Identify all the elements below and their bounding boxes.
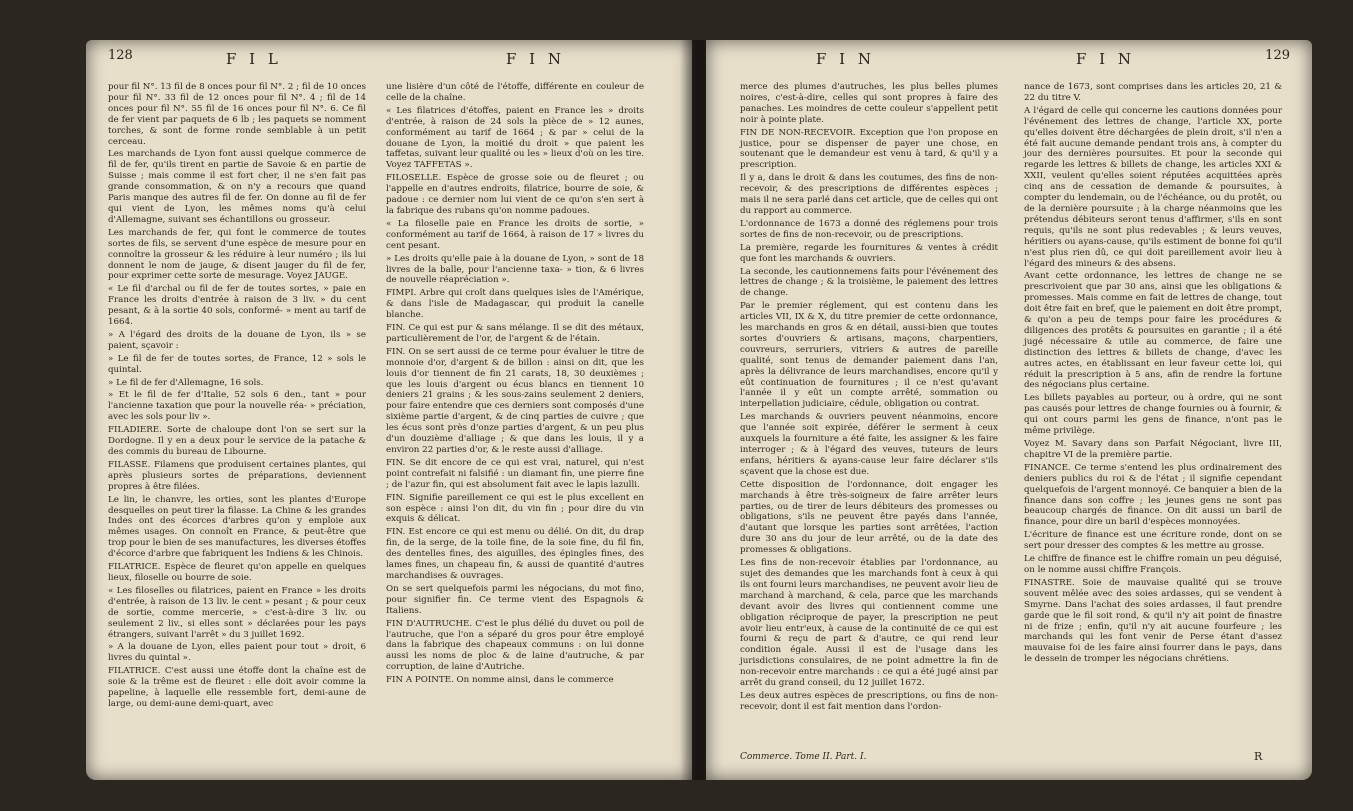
paragraph: une lisière d'un côté de l'étoffe, différente en couleur de celle de la chaîne. — [386, 82, 644, 103]
right-page — [706, 40, 1312, 780]
paragraph: » A la douane de Lyon, elles paient pour tout » droit, 6 livres du quintal ». — [108, 642, 366, 664]
paragraph: » Le fil de fer d'Allemagne, 16 sols. — [108, 377, 264, 388]
paragraph: Les billets payables au porteur, ou à ordre, qui ne sont pas causés pour lettres de change fournies ou à fournir, & qui ont cours parmi les gens de finance, n'ont pas le même privilège. — [1024, 393, 1282, 437]
paragraph: Cette disposition de l'ordonnance, doit engager les marchands à être très-soigneux de faire arrêter leurs parties, ou de tirer de leurs débiteurs des promesses ou obligations, s'ils ne peuvent être payés dans l'année, d'autant que lorsque les parties sont arrêtées, l'action dure 30 ans du jour de leur arrêté, ou de la date des promesses & obligations. — [740, 479, 998, 556]
paragraph: Le lin, le chanvre, les orties, sont les plantes d'Europe desquelles on peut tirer la filasse. La Chine & les grandes Indes ont des écorces d'arbres qu'on y emploie aux mêmes usages. On connoît en France, & peut-être que trop pour le bien de ses manufactures, les diverses étoffes d'écorce d'arbre que fabriquent les Indiens & les Chinois. — [108, 494, 366, 560]
paragraph: L'écriture de finance est une écriture ronde, dont on se sert pour dresser des comptes & les mettre au grosse. — [1024, 530, 1282, 552]
paragraph: FIN A POINTE. On nomme ainsi, dans le commerce — [386, 675, 614, 686]
paragraph: FIN DE NON-RECEVOIR. Exception que l'on propose en justice, pour se dispenser de payer une chose, en soutenant que le demandeur est venu à tard, & qu'il y a prescription. — [740, 127, 998, 171]
paragraph: FINANCE. Ce terme s'entend les plus ordinairement des deniers publics du roi & de l'état ; il signifie cependant quelquefois de l'argent monnoyé. Ce banquier a bien de la finance dans son coffre ; les jeunes gens ne sont pas beaucoup chargés de finance. On dit aussi un baril de finance, pour dire un baril d'espèces monnoyées. — [1024, 462, 1282, 528]
paragraph: Les marchands de Lyon font aussi quelque commerce de fil de fer, qu'ils tirent en partie de Savoie & en partie de Suisse ; mais comme il est fort cher, il ne s'en fait pas grande consommation, & on n'y a recours que quand Paris manque des autres fil de fer. On donne au fil de fer qui vient de Lyon, les mêmes noms qu'à celui d'Allemagne, suivant ses échantillons ou grosseur. — [108, 149, 366, 225]
paragraph: Les fins de non-recevoir établies par l'ordonnance, au sujet des demandes que les marchands font à ceux à qui ils ont fourni leurs marchandises, ne peuvent avoir lieu de marchand à marchand, & cela, parce que les marchands devant avoir des livres qui contiennent comme une obligation réciproque de payer, la prescription ne peut avoir lieu entr'eux, à cause de la continuité de ce qui est fourni & reçu de part & d'autre, ce qui rend leur condition égale. Aussi il est de l'usage dans les jurisdictions consulaires, de ne point admettre la fin de non-recevoir entre marchands : ce qui a été jugé ainsi par arrêt du grand conseil, du 12 juillet 1672. — [740, 558, 998, 689]
paragraph: » A l'égard des droits de la douane de Lyon, ils » se paient, sçavoir : — [108, 329, 366, 351]
paragraph: FIN. Ce qui est pur & sans mélange. Il se dit des métaux, particulièrement de l'or, de l'argent & de l'étain. — [386, 323, 644, 344]
paragraph: FILATRICE. Espèce de fleuret qu'on appelle en quelques lieux, filoselle ou bourre de soie. — [108, 562, 366, 583]
paragraph: FIN. Se dit encore de ce qui est vrai, naturel, qui n'est point contrefait ni falsifié : un diamant fin, une pierre fine ; de l'azur fin, qui est absolument fait avec le lapis lazulli. — [386, 457, 644, 490]
paragraph: « La filoselle paie en France les droits de sortie, » conformément au tarif de 1664, à raison de 17 » livres du cent pesant. — [386, 218, 644, 251]
page-number-right: 129 — [1265, 48, 1290, 63]
paragraph: FINASTRE. Soie de mauvaise qualité qui se trouve souvent mêlée avec des soies ardasses, qui se vendent à Smyrne. Dans l'achat des soies ardasses, il faut prendre garde que le fil soit rond, & qu'il n'y ait point de finastre ni de frize ; enfin, qu'il n'y ait aucune fourfeure ; les marchands qui les font venir de Perse étant d'assez mauvaise foi de les faire ainsi fourrer dans le pays, dans le dessein de tromper les négocians chrétiens. — [1024, 577, 1282, 665]
paragraph: On se sert quelquefois parmi les négocians, du mot fino, pour signifier fin. Ce terme vient des Espagnols & Italiens. — [386, 583, 644, 616]
paragraph: Par le premier réglement, qui est contenu dans les articles VII, IX & X, du titre premier de cette ordonnance, les marchands en gros & en détail, aussi-bien que toutes sortes d'ouvriers & artisans, maçons, charpentiers, couvreurs, serruriers, vitriers & autres de pareille qualité, sont tenus de demander paiement dans l'an, après la délivrance de leurs marchandises, encore qu'il y eût continuation de fournitures ; il ce n'est qu'avant l'année il y eût un compte arrêté, sommation ou interpellation judiciaire, cédule, obligation ou contrat. — [740, 301, 998, 410]
right-column-1 — [740, 82, 998, 715]
left-page — [86, 40, 692, 780]
paragraph: « Les filoselles ou filatrices, paient en France » les droits d'entrée, à raison de 13 liv. le cent » pesant ; & pour ceux de sortie, comme mercerie, » c'est-à-dire 3 liv. ou seulement 2 liv., si elles sont » déclarées pour les pays étrangers, suivant l'arrêt » du 3 juillet 1692. — [108, 585, 366, 640]
paragraph: Les marchands de fer, qui font le commerce de toutes sortes de fils, se servent d'une espèce de mesure pour en connoître la grosseur & les réduire à leur numéro ; ils lui donnent le nom de jauge, & disent jauger du fil de fer, pour exprimer cette sorte de mesurage. Voyez JAUGE. — [108, 227, 366, 282]
paragraph: A l'égard de celle qui concerne les cautions données pour l'événement des lettres de change, l'article XX, porte qu'elles doivent être déchargées de plein droit, s'il n'en a été fait aucune demande pendant trois ans, à compter du jour des dernières poursuites. Et pour la seconde qui regarde les lettres & billets de change, les articles XXI & XXII, veulent qu'elles soient réputées acquittées après cinq ans de cessation de demande & poursuites, à compter du lendemain, ou de l'échéance, ou du protêt, ou de la dernière poursuite ; à la charge néanmoins que les prétendus débiteurs seront tenus d'affirmer, s'ils en sont requis, qu'ils ne sont plus redevables ; & leurs veuves, héritiers ou ayans-cause, qu'ils estiment de bonne foi qu'il n'est plus rien dû, ce qui doit pareillement avoir lieu à l'égard des mineurs & des absens. — [1024, 105, 1282, 269]
paragraph: FIMPI. Arbre qui croît dans quelques isles de l'Amérique, & dans l'isle de Madagascar, qui produit la canelle blanche. — [386, 288, 644, 321]
paragraph: nance de 1673, sont comprises dans les articles 20, 21 & 22 du titre V. — [1024, 82, 1282, 103]
signature-mark: R — [1254, 750, 1263, 763]
paragraph: FIN D'AUTRUCHE. C'est le plus délié du duvet ou poil de l'autruche, que l'on a séparé du gros pour être employé dans la fabrique des chapeaux communs : on lui donne aussi les noms de ploc & de laine d'autruche, & par corruption, de laine d'Autriche. — [386, 618, 644, 673]
paragraph: FILOSELLE. Espèce de grosse soie ou de fleuret ; ou l'appelle en d'autres endroits, filatrice, bourre de soie, & padoue : ce dernier nom lui vient de ce qu'on s'en sert à la fabrique des rubans qu'on nomme padoues. — [386, 173, 644, 216]
paragraph: L'ordonnance de 1673 a donné des réglemens pour trois sortes de fins de non-recevoir, ou de prescriptions. — [740, 218, 998, 240]
paragraph: Il y a, dans le droit & dans les coutumes, des fins de non-recevoir, & des prescriptions de différentes espèces ; mais il ne sera parlé dans cet article, que de celles qui ont du rapport au commerce. — [740, 173, 998, 216]
open-book — [30, 14, 1330, 804]
paragraph: La seconde, les cautionnemens faits pour l'événement des lettres de change ; & la troisième, le paiement des lettres de change. — [740, 266, 998, 299]
paragraph: » Les droits qu'elle paie à la douane de Lyon, » sont de 18 livres de la balle, pour l'ancienne taxa- » tion, & 6 livres de nouvelle réapréciation ». — [386, 253, 644, 286]
left-column-1 — [108, 82, 366, 712]
right-column-2 — [1024, 82, 1282, 667]
page-number-left: 128 — [108, 48, 133, 63]
paragraph: FILASSE. Filamens que produisent certaines plantes, qui après plusieurs sortes de préparations, deviennent propres à être filées. — [108, 459, 366, 492]
paragraph: » Le fil de fer de toutes sortes, de France, 12 » sols le quintal. — [108, 353, 366, 375]
paragraph: pour fil N°. 13 fil de 8 onces pour fil N°. 2 ; fil de 10 onces pour fil N°. 33 fil de 12 onces pour fil N°. 4 ; fil de 14 onces pour fil N°. 55 fil de 16 onces pour fil N°. 6. Ce fil de fer vient par paquets de 6 lb ; les paquets se nomment torches, & sont de forme ronde semblable à un petit cerceau. — [108, 82, 366, 147]
footer-signature-line: Commerce. Tome II. Part. I. — [740, 752, 867, 762]
paragraph: FIN. Est encore ce qui est menu ou délié. On dit, du drap fin, de la serge, de la toile fine, de la soie fine, du fil fin, des dentelles fines, des aiguilles, des épingles fines, des lames fines, un chapeau fin, & aussi de quantité d'autres marchandises & ouvrages. — [386, 527, 644, 581]
left-column-2 — [386, 82, 644, 688]
paragraph: Avant cette ordonnance, les lettres de change ne se prescrivoient que par 30 ans, ainsi que les obligations & promesses. Mais comme en fait de lettres de change, tout doit être fait en bref, que le paiement en doit être prompt, & qu'on a peu de temps pour faire les procédures & diligences des protêts & poursuites en garantie ; il a été jugé nécessaire & utile au commerce, de faire une distinction des lettres & billets de change, d'avec les autres actes, en établissant en leur faveur cette loi, qui réduit la prescription à 5 ans, afin de rendre la fortune des négocians plus certaine. — [1024, 271, 1282, 391]
paragraph: merce des plumes d'autruches, les plus belles plumes noires, c'est-à-dire, celles qui sont propres à faire des panaches. Les moindres de cette couleur s'appellent petit noir à pointe plate. — [740, 82, 998, 125]
paragraph: « Les filatrices d'étoffes, paient en France les » droits d'entrée, à raison de 24 sols la pièce de » 12 aunes, conformément au tarif de 1664 ; & par » celui de la douane de Lyon, la moitié du droit » que paient les taffetas, suivant leur qualité ou les » lieux d'où on les tire. Voyez TAFFETAS ». — [386, 105, 644, 171]
running-head-right-col2: F I N — [1076, 50, 1135, 68]
running-head-left-col2: F I N — [506, 50, 565, 68]
paragraph: FIN. On se sert aussi de ce terme pour évaluer le titre de monnoie d'or, d'argent & de billon : ainsi on dit, que les louis d'or tiennent de fin 21 carats, 18, 30 deuxièmes ; que les louis d'argent ou écus blancs en tiennent 10 deniers 21 grains ; & les sous-zains seulement 2 deniers, pour faire entendre que ces derniers sont composés d'une sixième partie d'argent, & de cinq parties de cuivre ; que les écus sont près d'onze parties d'argent, & un peu plus d'un douzième d'alliage ; & que dans les louis, il y a environ 22 parties d'or, & le reste aussi d'alliage. — [386, 346, 644, 455]
paragraph: FILADIERE. Sorte de chaloupe dont l'on se sert sur la Dordogne. Il y en a deux pour le service de la patache & des commis du bureau de Libourne. — [108, 425, 366, 457]
paragraph: FIN. Signifie pareillement ce qui est le plus excellent en son espèce : ainsi l'on dit, du vin fin ; pour dire du vin exquis & délicat. — [386, 492, 644, 525]
running-head-left-col1: F I L — [226, 50, 282, 68]
paragraph: « Le fil d'archal ou fil de fer de toutes sortes, » paie en France les droits d'entrée à raison de 3 liv. » du cent pesant, & à la sortie 40 sols, conformé- » ment au tarif de 1664. — [108, 284, 366, 328]
paragraph: Les marchands & ouvriers peuvent néanmoins, encore que l'année soit expirée, déférer le serment à ceux auxquels la fourniture a été faite, les assigner & les faire interroger ; & à l'égard des veuves, tuteurs de leurs enfans, héritiers & ayans-cause leur faire déclarer s'ils sçavent que la chose est due. — [740, 412, 998, 477]
paragraph: FILATRICE. C'est aussi une étoffe dont la chaîne est de soie & la trême est de fleuret : elle doit avoir comme la papeline, à laquelle elle ressemble fort, demi-aune de large, ou demi-aune demi-quart, avec — [108, 666, 366, 709]
paragraph: Voyez M. Savary dans son Parfait Négociant, livre III, chapitre VI de la première partie. — [1024, 439, 1282, 460]
running-head-right-col1: F I N — [816, 50, 875, 68]
paragraph: La première, regarde les fournitures & ventes à crédit que font les marchands & ouvriers. — [740, 242, 998, 264]
paragraph: Le chiffre de finance est le chiffre romain un peu déguisé, on le nomme aussi chiffre François. — [1024, 554, 1282, 575]
paragraph: » Et le fil de fer d'Italie, 52 sols 6 den., tant » pour l'ancienne taxation que pour la nouvelle réa- » préciation, avec les sols pour liv ». — [108, 390, 366, 423]
paragraph: Les deux autres espèces de prescriptions, ou fins de non-recevoir, dont il est fait mention dans l'ordon- — [740, 690, 998, 712]
